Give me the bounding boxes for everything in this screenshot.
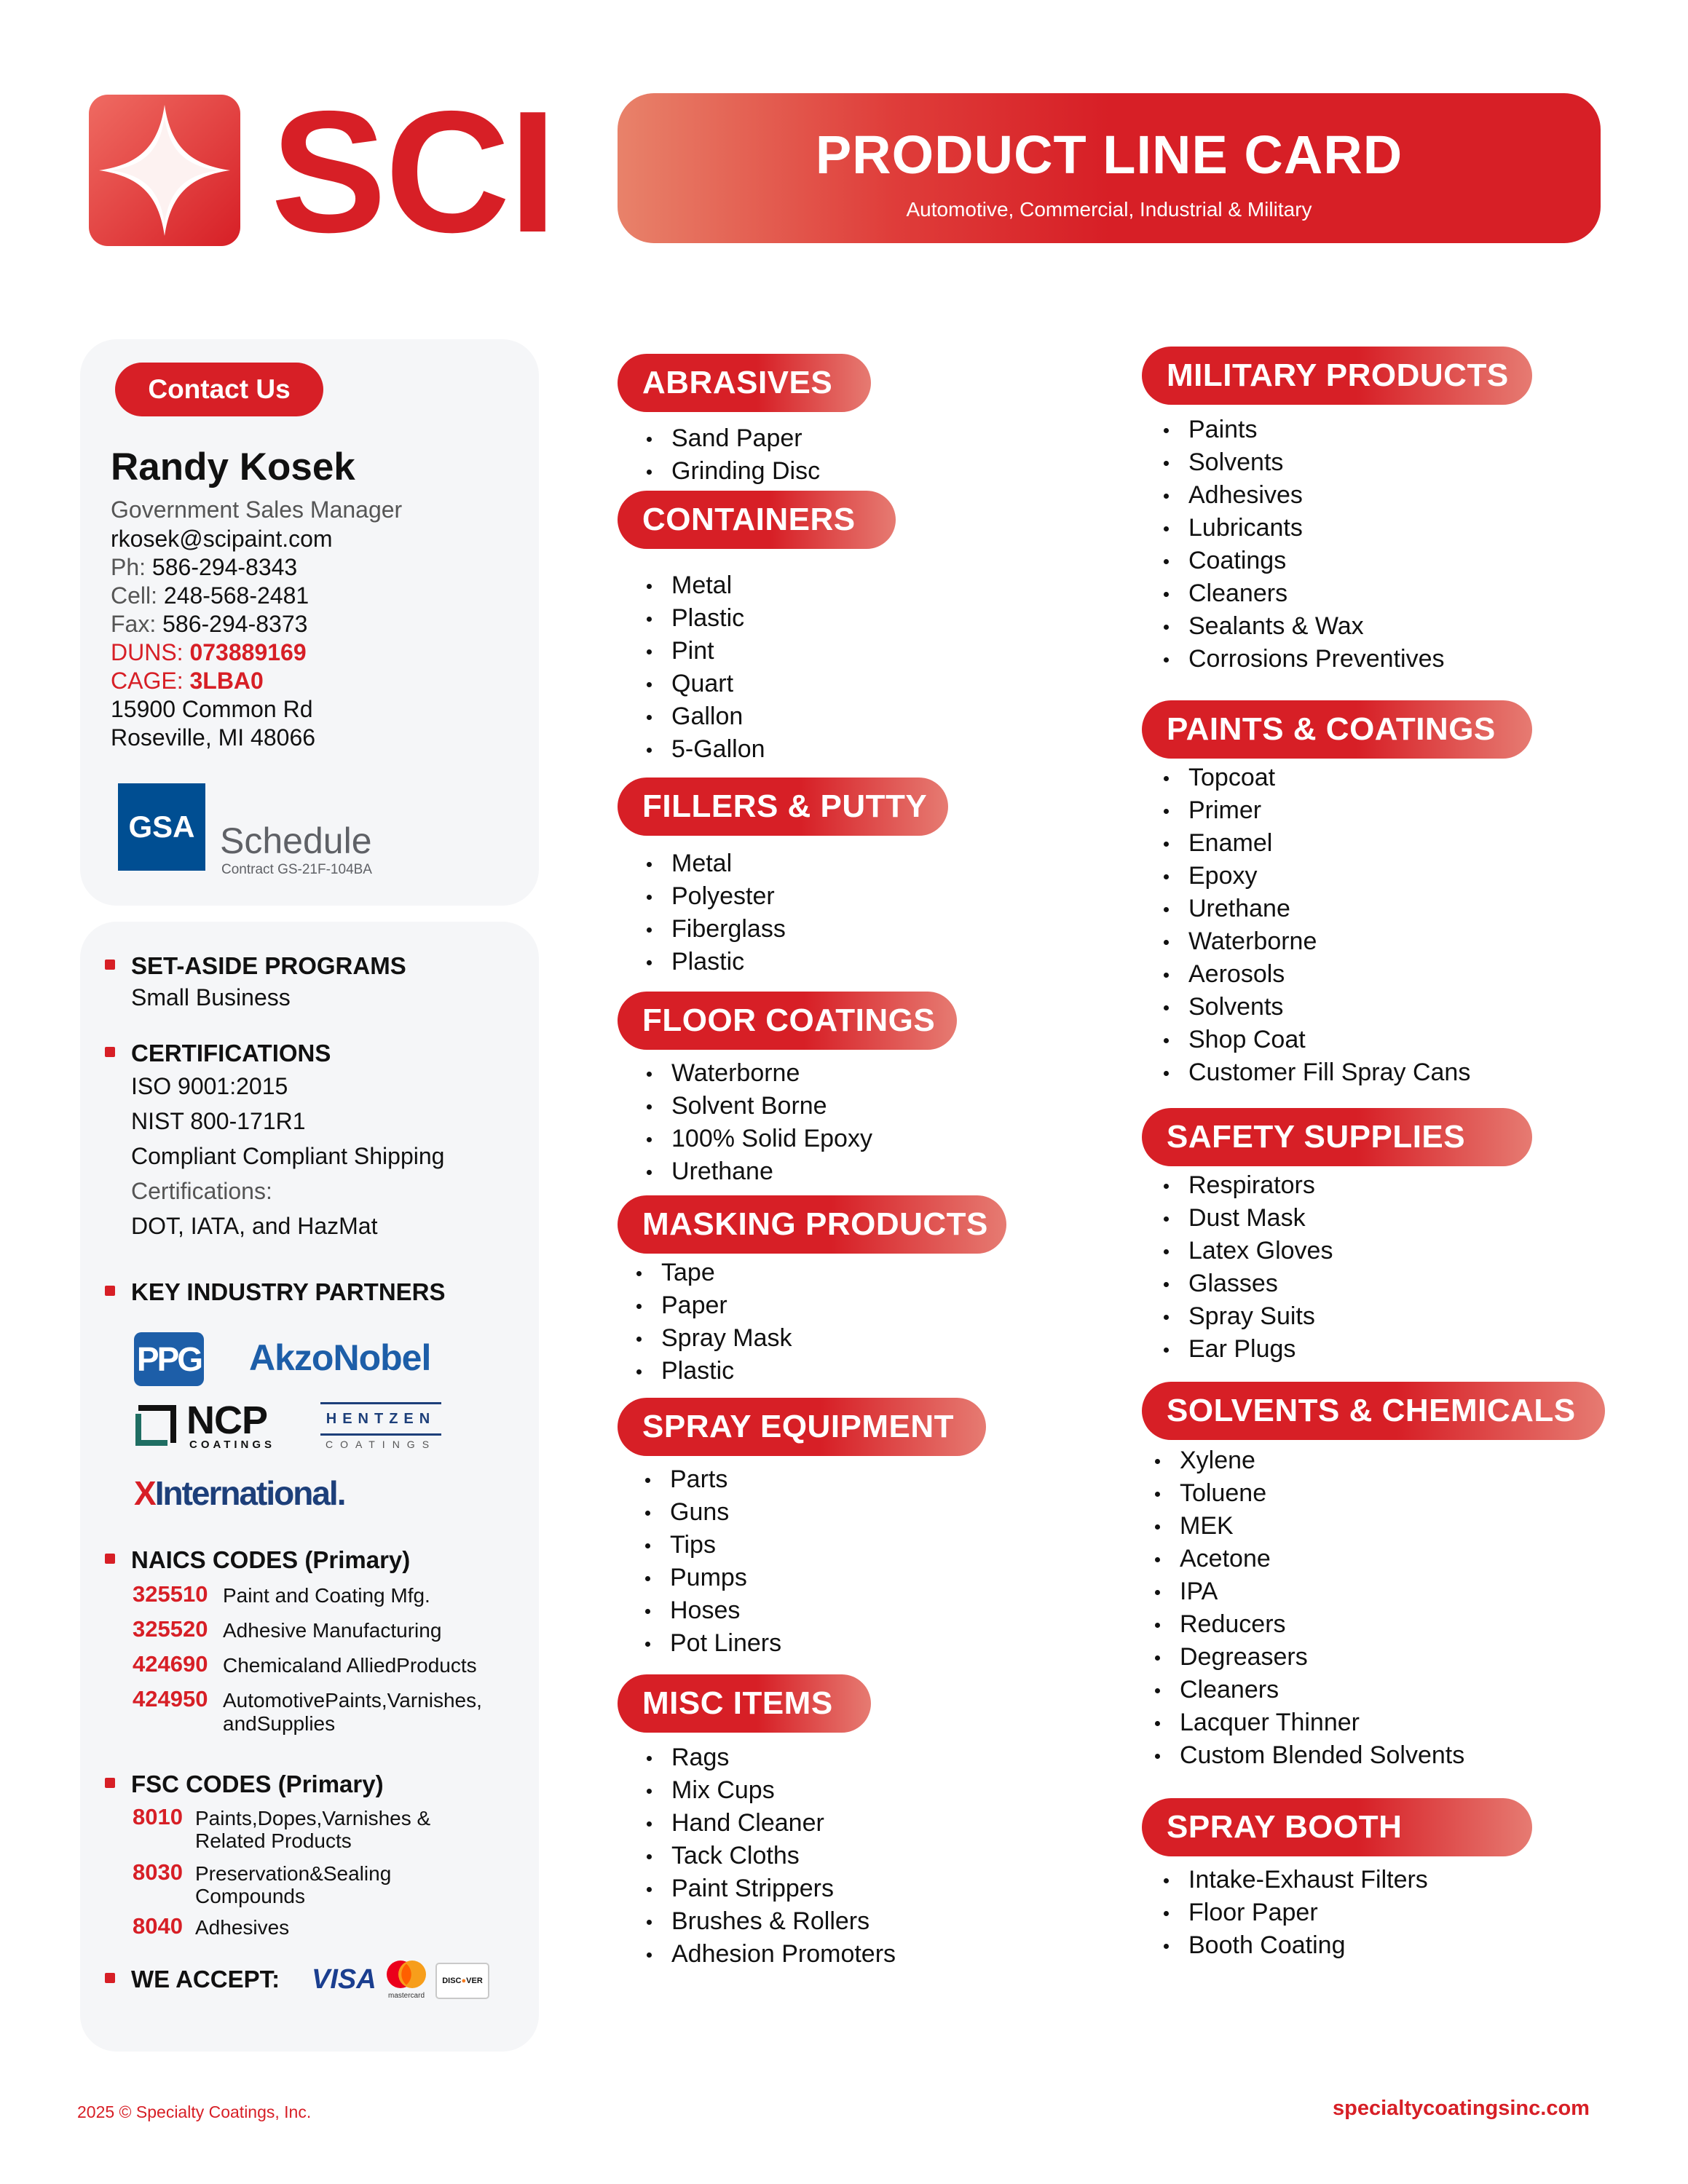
list-item: Plastic bbox=[632, 1355, 792, 1388]
akzonobel-logo: AkzoNobel bbox=[249, 1337, 431, 1378]
partners-heading: KEY INDUSTRY PARTNERS bbox=[131, 1278, 446, 1306]
fsc-code: 8040 bbox=[133, 1913, 183, 1939]
we-accept-heading: WE ACCEPT: bbox=[131, 1966, 280, 1993]
contact-address-line1: 15900 Common Rd bbox=[111, 696, 313, 722]
military-products-heading: MILITARY PRODUCTS bbox=[1142, 347, 1532, 405]
naics-code: 325510 bbox=[133, 1581, 208, 1607]
list-item: Primer bbox=[1159, 794, 1470, 827]
list-item: Cleaners bbox=[1159, 577, 1444, 610]
list-item: Shop Coat bbox=[1159, 1024, 1470, 1056]
list-item: Epoxy bbox=[1159, 860, 1470, 893]
list-item: Acetone bbox=[1151, 1543, 1464, 1575]
list-item: Tape bbox=[632, 1257, 792, 1289]
fsc-desc: Preservation&Sealing bbox=[195, 1862, 392, 1885]
ncp-logo-subtext: COATINGS bbox=[189, 1439, 276, 1451]
fsc-code: 8010 bbox=[133, 1804, 183, 1829]
naics-desc: Paint and Coating Mfg. bbox=[223, 1584, 430, 1607]
cert-line: Compliant Compliant Shipping bbox=[131, 1143, 445, 1169]
page-subtitle: Automotive, Commercial, Industrial & Military bbox=[906, 198, 1312, 221]
list-item: Solvents bbox=[1159, 991, 1470, 1024]
naics-code: 424950 bbox=[133, 1686, 208, 1712]
fsc-desc: Adhesives bbox=[195, 1916, 290, 1939]
list-item: Corrosions Preventives bbox=[1159, 643, 1444, 676]
naics-desc: AutomotivePaints,Varnishes, bbox=[223, 1689, 482, 1712]
page-title: PRODUCT LINE CARD bbox=[815, 124, 1403, 185]
gsa-schedule-text: Schedule bbox=[220, 820, 372, 861]
list-item: Hand Cleaner bbox=[642, 1807, 896, 1840]
title-banner bbox=[618, 93, 1601, 243]
list-item: Solvent Borne bbox=[642, 1090, 872, 1123]
contact-duns: DUNS: 073889169 bbox=[111, 639, 307, 665]
hentzen-logo-subtext: COATINGS bbox=[325, 1439, 437, 1450]
list-item: Tips bbox=[641, 1529, 781, 1562]
list-item: Lubricants bbox=[1159, 512, 1444, 545]
certifications-heading: CERTIFICATIONS bbox=[131, 1040, 331, 1067]
visa-logo: VISA bbox=[312, 1964, 376, 1995]
list-item: Degreasers bbox=[1151, 1641, 1464, 1674]
bullet-square-icon bbox=[105, 1554, 115, 1564]
fsc-desc-cont: Related Products bbox=[195, 1829, 352, 1852]
list-item: Intake-Exhaust Filters bbox=[1159, 1864, 1428, 1896]
contact-email[interactable]: rkosek@scipaint.com bbox=[111, 526, 333, 552]
list-item: Respirators bbox=[1159, 1169, 1333, 1202]
list-item: Dust Mask bbox=[1159, 1202, 1333, 1235]
list-item: Ear Plugs bbox=[1159, 1333, 1333, 1366]
list-item: Guns bbox=[641, 1496, 781, 1529]
list-item: Reducers bbox=[1151, 1608, 1464, 1641]
list-item: Solvents bbox=[1159, 446, 1444, 479]
list-item: Brushes & Rollers bbox=[642, 1905, 896, 1938]
list-item: Cleaners bbox=[1151, 1674, 1464, 1706]
abrasives-list bbox=[642, 422, 820, 488]
abrasives-heading: ABRASIVES bbox=[618, 354, 871, 412]
paints-coatings-heading: PAINTS & COATINGS bbox=[1142, 700, 1532, 759]
naics-desc: Adhesive Manufacturing bbox=[223, 1619, 442, 1642]
mastercard-logo-icon bbox=[384, 1958, 428, 1990]
spray-equipment-list bbox=[641, 1463, 781, 1660]
bullet-square-icon bbox=[105, 960, 115, 970]
ppg-logo: PPG bbox=[134, 1332, 204, 1386]
list-item: Spray Suits bbox=[1159, 1300, 1333, 1333]
list-item: Aerosols bbox=[1159, 958, 1470, 991]
list-item: Customer Fill Spray Cans bbox=[1159, 1056, 1470, 1089]
fsc-code: 8030 bbox=[133, 1859, 183, 1885]
contact-cage: CAGE: 3LBA0 bbox=[111, 668, 264, 694]
paints-coatings-list bbox=[1159, 761, 1470, 1089]
bullet-square-icon bbox=[105, 1778, 115, 1788]
military-products-list bbox=[1159, 414, 1444, 676]
contact-panel bbox=[80, 339, 539, 906]
list-item: Lacquer Thinner bbox=[1151, 1706, 1464, 1739]
list-item: Hoses bbox=[641, 1594, 781, 1627]
list-item: Metal bbox=[642, 569, 765, 602]
spray-booth-list bbox=[1159, 1864, 1428, 1962]
naics-desc: Chemicaland AlliedProducts bbox=[223, 1654, 477, 1677]
list-item: Urethane bbox=[1159, 893, 1470, 925]
list-item: Paint Strippers bbox=[642, 1872, 896, 1905]
hentzen-logo: HENTZEN bbox=[320, 1402, 441, 1436]
safety-supplies-heading: SAFETY SUPPLIES bbox=[1142, 1108, 1532, 1166]
list-item: Metal bbox=[642, 847, 786, 880]
sci-logo-text: SCI bbox=[271, 76, 556, 269]
list-item: Custom Blended Solvents bbox=[1151, 1739, 1464, 1772]
contact-us-badge: Contact Us bbox=[115, 363, 323, 416]
list-item: Polyester bbox=[642, 880, 786, 913]
footer-copyright: 2025 © Specialty Coatings, Inc. bbox=[77, 2102, 312, 2121]
list-item: Enamel bbox=[1159, 827, 1470, 860]
info-panel bbox=[80, 922, 539, 2052]
contact-fax: Fax: 586-294-8373 bbox=[111, 611, 308, 637]
gsa-contract-number: Contract GS-21F-104BA bbox=[221, 862, 372, 877]
masking-products-heading: MASKING PRODUCTS bbox=[618, 1195, 1006, 1254]
list-item: Rags bbox=[642, 1741, 896, 1774]
gsa-logo: GSA bbox=[118, 783, 205, 871]
list-item: Topcoat bbox=[1159, 761, 1470, 794]
list-item: Pint bbox=[642, 635, 765, 668]
list-item: Mix Cups bbox=[642, 1774, 896, 1807]
mastercard-text: mastercard bbox=[387, 1992, 425, 2000]
list-item: Waterborne bbox=[1159, 925, 1470, 958]
list-item: Plastic bbox=[642, 946, 786, 978]
list-item: Xylene bbox=[1151, 1444, 1464, 1477]
misc-items-list bbox=[642, 1741, 896, 1971]
list-item: Urethane bbox=[642, 1155, 872, 1188]
list-item: Glasses bbox=[1159, 1267, 1333, 1300]
floor-coatings-heading: FLOOR COATINGS bbox=[618, 992, 957, 1050]
list-item: IPA bbox=[1151, 1575, 1464, 1608]
setaside-text: Small Business bbox=[131, 984, 291, 1010]
naics-code: 325520 bbox=[133, 1616, 208, 1642]
list-item: Tack Cloths bbox=[642, 1840, 896, 1872]
list-item: Pumps bbox=[641, 1562, 781, 1594]
list-item: Booth Coating bbox=[1159, 1929, 1428, 1962]
spray-equipment-heading: SPRAY EQUIPMENT bbox=[618, 1398, 986, 1456]
sci-logo-icon bbox=[89, 95, 240, 246]
list-item: Adhesion Promoters bbox=[642, 1938, 896, 1971]
contact-role: Government Sales Manager bbox=[111, 496, 403, 523]
solvents-chemicals-list bbox=[1151, 1444, 1464, 1772]
contact-cell: Cell: 248-568-2481 bbox=[111, 582, 309, 609]
list-item: Grinding Disc bbox=[642, 455, 820, 488]
safety-supplies-list bbox=[1159, 1169, 1333, 1366]
list-item: Paper bbox=[632, 1289, 792, 1322]
misc-items-heading: MISC ITEMS bbox=[618, 1674, 871, 1733]
ncp-logo: NCP bbox=[186, 1398, 268, 1442]
naics-desc-cont: andSupplies bbox=[223, 1712, 336, 1735]
list-item: Parts bbox=[641, 1463, 781, 1496]
contact-name: Randy Kosek bbox=[111, 446, 355, 488]
list-item: Paints bbox=[1159, 414, 1444, 446]
list-item: Spray Mask bbox=[632, 1322, 792, 1355]
cert-line: NIST 800-171R1 bbox=[131, 1108, 306, 1134]
bullet-square-icon bbox=[105, 1973, 115, 1983]
list-item: Sealants & Wax bbox=[1159, 610, 1444, 643]
ncp-logo-icon bbox=[134, 1404, 178, 1447]
masking-products-list bbox=[632, 1257, 792, 1388]
fsc-heading: FSC CODES (Primary) bbox=[131, 1770, 384, 1798]
list-item: Quart bbox=[642, 668, 765, 700]
containers-heading: CONTAINERS bbox=[618, 491, 896, 549]
list-item: 5-Gallon bbox=[642, 733, 765, 766]
cert-line: ISO 9001:2015 bbox=[131, 1073, 288, 1099]
contact-address-line2: Roseville, MI 48066 bbox=[111, 724, 316, 751]
list-item: Plastic bbox=[642, 602, 765, 635]
list-item: Fiberglass bbox=[642, 913, 786, 946]
contact-phone: Ph: 586-294-8343 bbox=[111, 554, 298, 580]
list-item: Sand Paper bbox=[642, 422, 820, 455]
list-item: Adhesives bbox=[1159, 479, 1444, 512]
list-item: MEK bbox=[1151, 1510, 1464, 1543]
list-item: 100% Solid Epoxy bbox=[642, 1123, 872, 1155]
naics-heading: NAICS CODES (Primary) bbox=[131, 1546, 410, 1574]
fillers-putty-list bbox=[642, 847, 786, 978]
spray-booth-heading: SPRAY BOOTH bbox=[1142, 1798, 1532, 1856]
solvents-chemicals-heading: SOLVENTS & CHEMICALS bbox=[1142, 1382, 1605, 1440]
list-item: Gallon bbox=[642, 700, 765, 733]
bullet-square-icon bbox=[105, 1047, 115, 1057]
fsc-desc-cont: Compounds bbox=[195, 1885, 305, 1907]
discover-logo: DISC ● VER bbox=[435, 1963, 489, 1999]
list-item: Toluene bbox=[1151, 1477, 1464, 1510]
list-item: Waterborne bbox=[642, 1057, 872, 1090]
fsc-desc: Paints,Dopes,Varnishes & bbox=[195, 1807, 431, 1829]
setaside-heading: SET-ASIDE PROGRAMS bbox=[131, 952, 406, 980]
list-item: Pot Liners bbox=[641, 1627, 781, 1660]
naics-code: 424690 bbox=[133, 1651, 208, 1677]
list-item: Latex Gloves bbox=[1159, 1235, 1333, 1267]
floor-coatings-list bbox=[642, 1057, 872, 1188]
list-item: Floor Paper bbox=[1159, 1896, 1428, 1929]
cert-line: Certifications: bbox=[131, 1178, 272, 1204]
footer-website-link[interactable]: specialtycoatingsinc.com bbox=[1333, 2097, 1590, 2120]
containers-list bbox=[642, 569, 765, 766]
fillers-putty-heading: FILLERS & PUTTY bbox=[618, 778, 948, 836]
cert-line: DOT, IATA, and HazMat bbox=[131, 1213, 378, 1239]
international-logo: XInternational. bbox=[134, 1474, 345, 1512]
bullet-square-icon bbox=[105, 1286, 115, 1296]
list-item: Coatings bbox=[1159, 545, 1444, 577]
